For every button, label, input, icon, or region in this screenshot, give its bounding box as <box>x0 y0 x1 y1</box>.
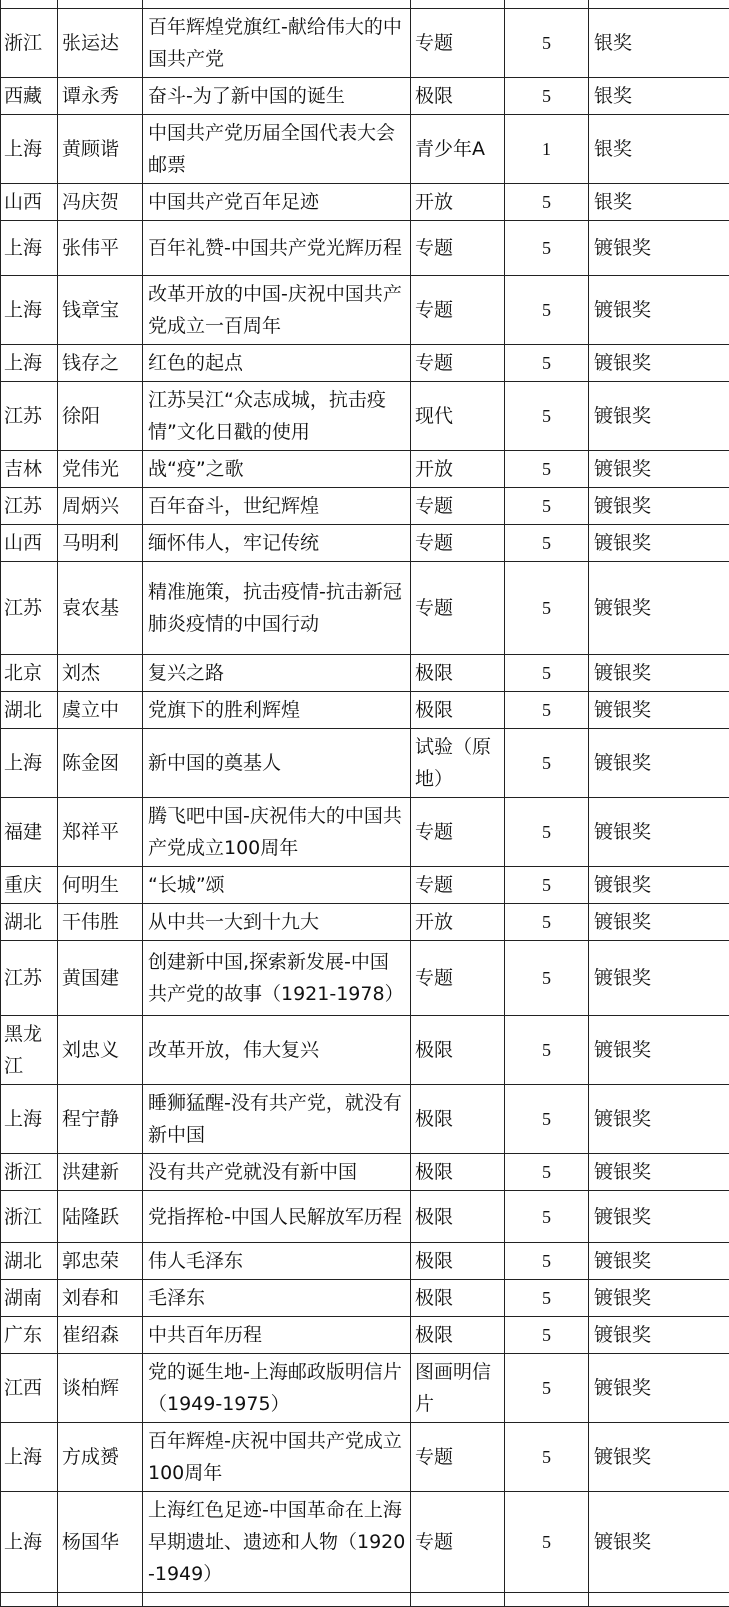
category-cell: 极限 <box>411 692 505 729</box>
award-cell: 镀银奖 <box>589 1085 729 1154</box>
category-cell: 专题 <box>411 1423 505 1492</box>
category-cell: 专题 <box>411 9 505 78</box>
award-cell: 镀银奖 <box>589 1317 729 1354</box>
exhibit-title-cell: 百年礼赞-中国共产党光辉历程 <box>143 221 411 276</box>
category-cell <box>411 1593 505 1607</box>
exhibit-title-cell: 新中国的奠基人 <box>143 729 411 798</box>
table-row <box>1 184 729 221</box>
frames-cell: 5 <box>505 904 589 941</box>
name-cell: 张运达 <box>58 9 143 78</box>
category-cell: 极限 <box>411 1317 505 1354</box>
province-cell: 上海 <box>1 115 58 184</box>
name-cell: 谈柏辉 <box>58 1354 143 1423</box>
exhibit-title-cell: 党指挥枪-中国人民解放军历程 <box>143 1191 411 1243</box>
frames-cell: 5 <box>505 729 589 798</box>
frames-cell: 5 <box>505 1317 589 1354</box>
category-cell: 极限 <box>411 1016 505 1085</box>
province-cell: 上海 <box>1 1492 58 1593</box>
category-cell: 专题 <box>411 221 505 276</box>
table-row <box>1 1016 729 1085</box>
province-cell: 上海 <box>1 1423 58 1492</box>
province-cell <box>1 0 58 9</box>
table-row <box>1 1154 729 1191</box>
name-cell: 周炳兴 <box>58 488 143 525</box>
province-cell: 黑龙江 <box>1 1016 58 1085</box>
table-row <box>1 655 729 692</box>
table-row <box>1 729 729 798</box>
award-cell: 镀银奖 <box>589 1280 729 1317</box>
frames-cell: 5 <box>505 382 589 451</box>
province-cell: 吉林 <box>1 451 58 488</box>
table-row <box>1 276 729 345</box>
award-cell: 镀银奖 <box>589 655 729 692</box>
frames-cell: 5 <box>505 1191 589 1243</box>
frames-cell: 5 <box>505 488 589 525</box>
name-cell: 张伟平 <box>58 221 143 276</box>
category-cell: 专题 <box>411 525 505 562</box>
exhibit-title-cell: 百年辉煌党旗红-献给伟大的中国共产党 <box>143 9 411 78</box>
award-cell: 银奖 <box>589 78 729 115</box>
name-cell: 刘忠义 <box>58 1016 143 1085</box>
province-cell: 湖北 <box>1 904 58 941</box>
category-cell: 极限 <box>411 1154 505 1191</box>
name-cell: 何明生 <box>58 867 143 904</box>
exhibit-title-cell: 上海红色足迹-中国革命在上海早期遗址、遗迹和人物（1920-1949） <box>143 1492 411 1593</box>
province-cell: 湖北 <box>1 692 58 729</box>
frames-cell: 5 <box>505 1243 589 1280</box>
frames-cell: 5 <box>505 221 589 276</box>
award-cell: 镀银奖 <box>589 345 729 382</box>
frames-cell: 5 <box>505 1492 589 1593</box>
name-cell: 洪建新 <box>58 1154 143 1191</box>
name-cell: 郭忠荣 <box>58 1243 143 1280</box>
category-cell: 专题 <box>411 562 505 655</box>
name-cell: 郑祥平 <box>58 798 143 867</box>
award-cell: 银奖 <box>589 9 729 78</box>
exhibit-title-cell: 腾飞吧中国-庆祝伟大的中国共产党成立100周年 <box>143 798 411 867</box>
category-cell: 图画明信片 <box>411 1354 505 1423</box>
province-cell: 上海 <box>1 1085 58 1154</box>
exhibit-title-cell: 改革开放的中国-庆祝中国共产党成立一百周年 <box>143 276 411 345</box>
name-cell: 黄国建 <box>58 941 143 1016</box>
province-cell: 江苏 <box>1 488 58 525</box>
award-cell: 镀银奖 <box>589 1154 729 1191</box>
frames-cell: 5 <box>505 345 589 382</box>
awards-table-body <box>1 0 729 1607</box>
frames-cell: 5 <box>505 867 589 904</box>
province-cell: 上海 <box>1 221 58 276</box>
table-row <box>1 345 729 382</box>
table-row <box>1 451 729 488</box>
exhibit-title-cell: 奋斗-为了新中国的诞生 <box>143 78 411 115</box>
table-row <box>1 115 729 184</box>
name-cell: 马明利 <box>58 525 143 562</box>
exhibit-title-cell: 改革开放，伟大复兴 <box>143 1016 411 1085</box>
table-row <box>1 941 729 1016</box>
frames-cell: 5 <box>505 1085 589 1154</box>
frames-cell: 5 <box>505 692 589 729</box>
frames-cell: 1 <box>505 115 589 184</box>
name-cell: 陆隆跃 <box>58 1191 143 1243</box>
exhibit-title-cell: 红色的起点 <box>143 345 411 382</box>
name-cell: 干伟胜 <box>58 904 143 941</box>
table-row <box>1 1354 729 1423</box>
table-row <box>1 1423 729 1492</box>
exhibit-title-cell: 百年奋斗，世纪辉煌 <box>143 488 411 525</box>
name-cell: 党伟光 <box>58 451 143 488</box>
name-cell: 刘春和 <box>58 1280 143 1317</box>
award-cell: 镀银奖 <box>589 692 729 729</box>
table-row <box>1 1243 729 1280</box>
exhibit-title-cell: 精准施策，抗击疫情-抗击新冠肺炎疫情的中国行动 <box>143 562 411 655</box>
table-row <box>1 0 729 9</box>
province-cell: 福建 <box>1 798 58 867</box>
province-cell <box>1 1593 58 1607</box>
province-cell: 上海 <box>1 345 58 382</box>
province-cell: 江苏 <box>1 941 58 1016</box>
frames-cell: 5 <box>505 1280 589 1317</box>
name-cell: 钱章宝 <box>58 276 143 345</box>
category-cell: 专题 <box>411 1492 505 1593</box>
frames-cell: 5 <box>505 525 589 562</box>
province-cell: 重庆 <box>1 867 58 904</box>
exhibit-title-cell <box>143 1593 411 1607</box>
frames-cell <box>505 1593 589 1607</box>
exhibit-title-cell: 睡狮猛醒-没有共产党，就没有新中国 <box>143 1085 411 1154</box>
province-cell: 江苏 <box>1 382 58 451</box>
table-row <box>1 1085 729 1154</box>
frames-cell: 5 <box>505 9 589 78</box>
exhibit-title-cell: 缅怀伟人，牢记传统 <box>143 525 411 562</box>
province-cell: 西藏 <box>1 78 58 115</box>
name-cell: 冯庆贺 <box>58 184 143 221</box>
category-cell: 专题 <box>411 941 505 1016</box>
award-cell: 镀银奖 <box>589 1354 729 1423</box>
award-cell: 镀银奖 <box>589 867 729 904</box>
category-cell: 开放 <box>411 451 505 488</box>
table-row <box>1 904 729 941</box>
frames-cell: 5 <box>505 562 589 655</box>
award-cell: 镀银奖 <box>589 1492 729 1593</box>
table-row <box>1 488 729 525</box>
exhibit-title-cell: 江苏吴江“众志成城，抗击疫情”文化日戳的使用 <box>143 382 411 451</box>
category-cell: 极限 <box>411 1280 505 1317</box>
name-cell: 徐阳 <box>58 382 143 451</box>
name-cell: 谭永秀 <box>58 78 143 115</box>
frames-cell: 5 <box>505 941 589 1016</box>
table-row <box>1 867 729 904</box>
province-cell: 浙江 <box>1 1191 58 1243</box>
name-cell: 方成赟 <box>58 1423 143 1492</box>
table-row <box>1 1280 729 1317</box>
frames-cell: 5 <box>505 655 589 692</box>
exhibit-title-cell: 创建新中国,探索新发展-中国共产党的故事（1921-1978） <box>143 941 411 1016</box>
exhibit-title-cell: 中共百年历程 <box>143 1317 411 1354</box>
category-cell: 极限 <box>411 78 505 115</box>
award-cell: 镀银奖 <box>589 382 729 451</box>
frames-cell: 5 <box>505 276 589 345</box>
table-row <box>1 1191 729 1243</box>
category-cell: 试验（原地） <box>411 729 505 798</box>
table-row <box>1 1317 729 1354</box>
exhibit-title-cell: 毛泽东 <box>143 1280 411 1317</box>
frames-cell: 5 <box>505 1423 589 1492</box>
province-cell: 湖北 <box>1 1243 58 1280</box>
category-cell: 专题 <box>411 488 505 525</box>
name-cell <box>58 0 143 9</box>
award-cell: 镀银奖 <box>589 525 729 562</box>
frames-cell: 5 <box>505 1016 589 1085</box>
exhibit-title-cell <box>143 0 411 9</box>
table-row <box>1 798 729 867</box>
table-row <box>1 9 729 78</box>
name-cell: 刘杰 <box>58 655 143 692</box>
award-cell: 镀银奖 <box>589 488 729 525</box>
award-cell: 银奖 <box>589 115 729 184</box>
table-row <box>1 221 729 276</box>
frames-cell: 5 <box>505 184 589 221</box>
category-cell: 开放 <box>411 904 505 941</box>
award-cell: 镀银奖 <box>589 562 729 655</box>
name-cell: 崔绍森 <box>58 1317 143 1354</box>
province-cell: 上海 <box>1 729 58 798</box>
category-cell: 极限 <box>411 1191 505 1243</box>
exhibit-title-cell: “长城”颂 <box>143 867 411 904</box>
award-cell: 镀银奖 <box>589 1016 729 1085</box>
award-cell: 银奖 <box>589 184 729 221</box>
frames-cell <box>505 0 589 9</box>
province-cell: 浙江 <box>1 1154 58 1191</box>
name-cell: 陈金囡 <box>58 729 143 798</box>
province-cell: 山西 <box>1 525 58 562</box>
frames-cell: 5 <box>505 1354 589 1423</box>
award-cell: 镀银奖 <box>589 1423 729 1492</box>
exhibit-title-cell: 伟人毛泽东 <box>143 1243 411 1280</box>
table-row <box>1 1593 729 1607</box>
award-cell: 镀银奖 <box>589 729 729 798</box>
name-cell: 程宁静 <box>58 1085 143 1154</box>
exhibit-title-cell: 中国共产党百年足迹 <box>143 184 411 221</box>
exhibit-title-cell: 党旗下的胜利辉煌 <box>143 692 411 729</box>
exhibit-title-cell: 百年辉煌-庆祝中国共产党成立100周年 <box>143 1423 411 1492</box>
frames-cell: 5 <box>505 798 589 867</box>
frames-cell: 5 <box>505 451 589 488</box>
table-row <box>1 692 729 729</box>
province-cell: 北京 <box>1 655 58 692</box>
category-cell: 极限 <box>411 1243 505 1280</box>
name-cell: 钱存之 <box>58 345 143 382</box>
category-cell: 专题 <box>411 798 505 867</box>
award-cell: 镀银奖 <box>589 276 729 345</box>
table-row <box>1 382 729 451</box>
category-cell: 开放 <box>411 184 505 221</box>
category-cell: 专题 <box>411 867 505 904</box>
name-cell: 袁农基 <box>58 562 143 655</box>
exhibit-title-cell: 复兴之路 <box>143 655 411 692</box>
province-cell: 湖南 <box>1 1280 58 1317</box>
exhibit-title-cell: 中国共产党历届全国代表大会邮票 <box>143 115 411 184</box>
province-cell: 广东 <box>1 1317 58 1354</box>
table-row <box>1 525 729 562</box>
province-cell: 浙江 <box>1 9 58 78</box>
award-cell: 镀银奖 <box>589 798 729 867</box>
award-cell: 镀银奖 <box>589 221 729 276</box>
award-cell <box>589 1593 729 1607</box>
frames-cell: 5 <box>505 78 589 115</box>
province-cell: 江西 <box>1 1354 58 1423</box>
category-cell: 专题 <box>411 345 505 382</box>
exhibit-title-cell: 没有共产党就没有新中国 <box>143 1154 411 1191</box>
table-row <box>1 562 729 655</box>
exhibit-title-cell: 党的诞生地-上海邮政版明信片（1949-1975） <box>143 1354 411 1423</box>
exhibit-title-cell: 从中共一大到十九大 <box>143 904 411 941</box>
name-cell <box>58 1593 143 1607</box>
category-cell: 专题 <box>411 276 505 345</box>
table-row <box>1 78 729 115</box>
award-cell: 镀银奖 <box>589 1191 729 1243</box>
award-cell: 镀银奖 <box>589 904 729 941</box>
category-cell: 极限 <box>411 1085 505 1154</box>
name-cell: 黄顾谐 <box>58 115 143 184</box>
province-cell: 山西 <box>1 184 58 221</box>
province-cell: 上海 <box>1 276 58 345</box>
category-cell: 青少年A <box>411 115 505 184</box>
exhibit-title-cell: 战“疫”之歌 <box>143 451 411 488</box>
award-cell: 镀银奖 <box>589 451 729 488</box>
category-cell: 现代 <box>411 382 505 451</box>
name-cell: 虞立中 <box>58 692 143 729</box>
award-cell: 镀银奖 <box>589 1243 729 1280</box>
award-cell: 镀银奖 <box>589 941 729 1016</box>
category-cell: 极限 <box>411 655 505 692</box>
name-cell: 杨国华 <box>58 1492 143 1593</box>
category-cell <box>411 0 505 9</box>
province-cell: 江苏 <box>1 562 58 655</box>
frames-cell: 5 <box>505 1154 589 1191</box>
award-cell <box>589 0 729 9</box>
